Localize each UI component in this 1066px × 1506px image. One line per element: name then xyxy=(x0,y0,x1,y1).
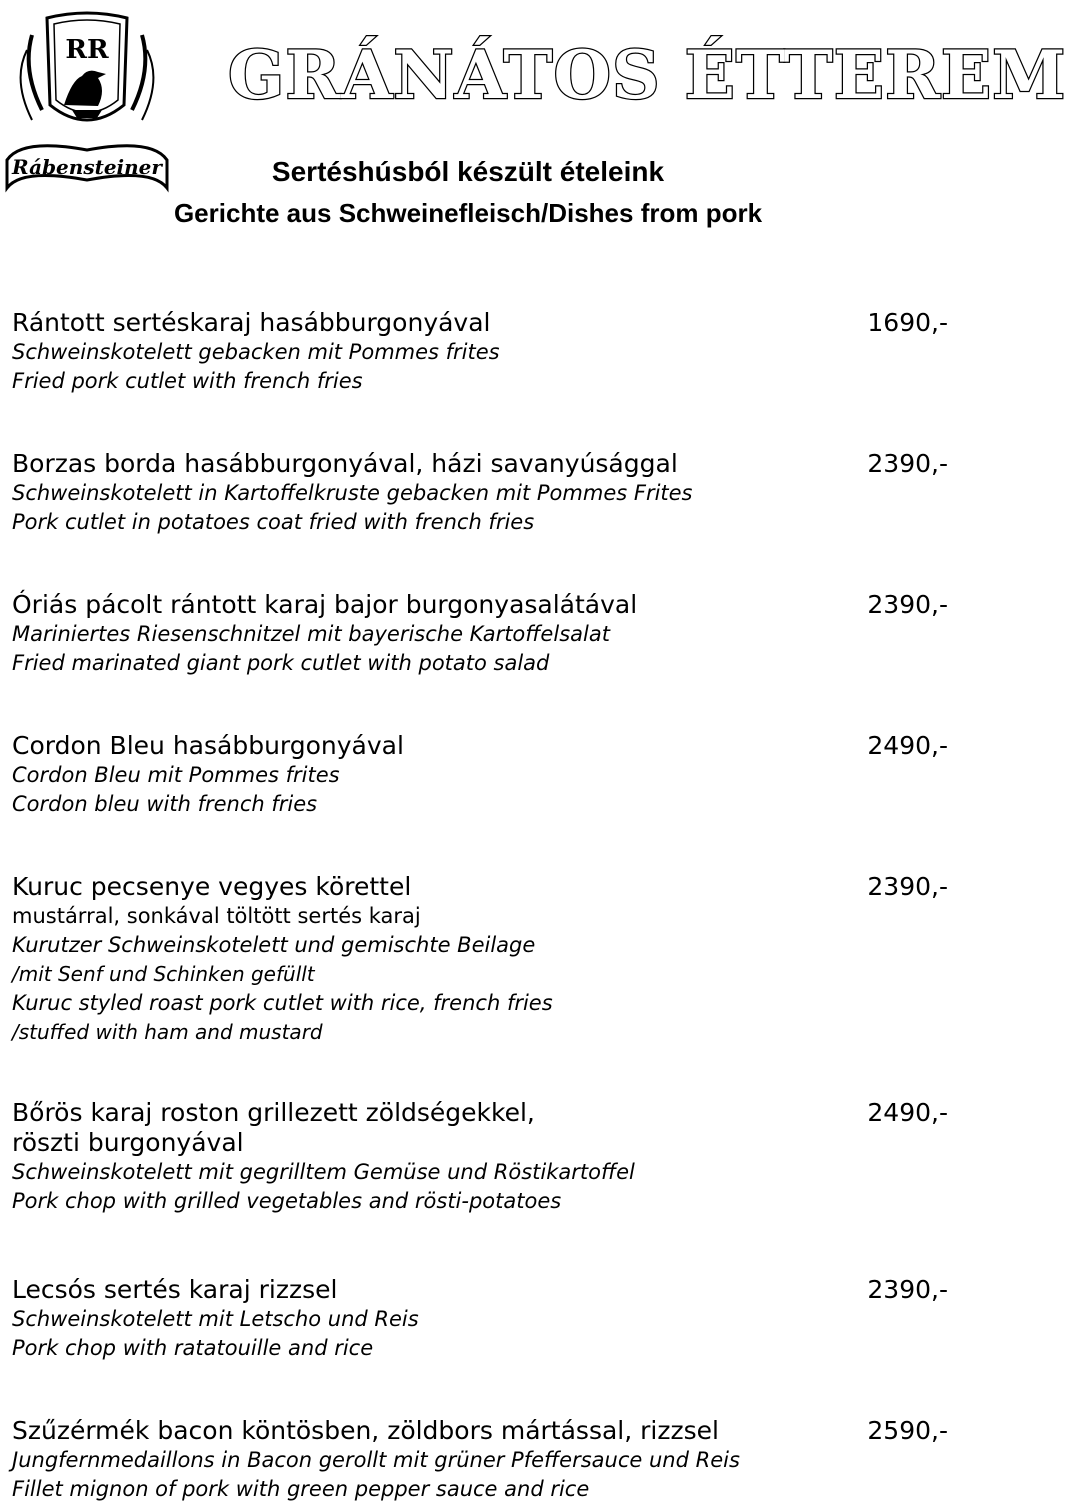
dish-price: 2390,- xyxy=(867,1275,948,1304)
dish-description-en: Cordon bleu with french fries xyxy=(12,792,318,816)
dish-price: 2590,- xyxy=(867,1416,948,1445)
dish-name: Lecsós sertés karaj rizzsel xyxy=(12,1275,338,1304)
dish-description-en: Kuruc styled roast pork cutlet with rice, french fries xyxy=(12,991,553,1015)
dish-description-de: Schweinskotelett in Kartoffelkruste gebacken mit Pommes Frites xyxy=(12,481,693,505)
dish-name: Szűzérmék bacon köntösben, zöldbors mártással, rizzsel xyxy=(12,1416,719,1445)
dish-description-en: Pork cutlet in potatoes coat fried with french fries xyxy=(12,510,535,534)
dish-name-continued: röszti burgonyával xyxy=(12,1128,244,1157)
dish-description-en: Pork chop with ratatouille and rice xyxy=(12,1336,374,1360)
menu-item xyxy=(12,872,952,1047)
section-subtitle: Gerichte aus Schweinefleisch/Dishes from pork xyxy=(173,198,763,228)
dish-price: 2390,- xyxy=(867,872,948,901)
dish-description-en: Fried marinated giant pork cutlet with potato salad xyxy=(12,651,550,675)
menu-item xyxy=(12,1275,952,1363)
menu-item xyxy=(12,731,952,819)
dish-name: Bőrös karaj roston grillezett zöldségekkel, xyxy=(12,1098,535,1127)
logo-text: Rábensteiner xyxy=(12,155,162,179)
menu-item xyxy=(12,1416,952,1504)
menu-item xyxy=(12,449,952,537)
logo-monogram: RR xyxy=(65,35,109,65)
dish-description-de: Schweinskotelett gebacken mit Pommes frites xyxy=(12,340,500,364)
restaurant-title: GRÁNÁTOS ÉTTEREM xyxy=(228,36,1066,114)
dish-description-de: Cordon Bleu mit Pommes frites xyxy=(12,763,340,787)
dish-name: Cordon Bleu hasábburgonyával xyxy=(12,731,404,760)
dish-price: 2490,- xyxy=(867,1098,948,1127)
menu-item xyxy=(12,308,952,396)
dish-description-de: Schweinskotelett mit gegrilltem Gemüse und Röstikartoffel xyxy=(12,1160,635,1184)
dish-price: 2390,- xyxy=(867,449,948,478)
dish-description-en: Fried pork cutlet with french fries xyxy=(12,369,363,393)
dish-description-hu: mustárral, sonkával töltött sertés karaj xyxy=(12,904,421,928)
menu-item xyxy=(12,590,952,678)
section-title: Sertéshúsból készült ételeink xyxy=(271,156,665,187)
dish-note-en: /stuffed with ham and mustard xyxy=(12,1020,323,1044)
dish-name: Kuruc pecsenye vegyes körettel xyxy=(12,872,412,901)
dish-price: 2390,- xyxy=(867,590,948,619)
dish-description-en: Fillet mignon of pork with green pepper sauce and rice xyxy=(12,1477,590,1501)
dish-note-de: /mit Senf und Schinken gefüllt xyxy=(12,962,315,986)
dish-name: Óriás pácolt rántott karaj bajor burgonyasalátával xyxy=(12,590,638,619)
dish-description-en: Pork chop with grilled vegetables and rösti-potatoes xyxy=(12,1189,562,1213)
dish-price: 2490,- xyxy=(867,731,948,760)
dish-name: Borzas borda hasábburgonyával, házi savanyúsággal xyxy=(12,449,678,478)
dish-description-de: Schweinskotelett mit Letscho und Reis xyxy=(12,1307,419,1331)
dish-name: Rántott sertéskaraj hasábburgonyával xyxy=(12,308,491,337)
dish-description-de: Kurutzer Schweinskotelett und gemischte Beilage xyxy=(12,933,536,957)
menu-item xyxy=(12,1098,952,1216)
dish-price: 1690,- xyxy=(867,308,948,337)
dish-description-de: Jungfernmedaillons in Bacon gerollt mit grüner Pfeffersauce und Reis xyxy=(12,1448,740,1472)
dish-description-de: Mariniertes Riesenschnitzel mit bayerische Kartoffelsalat xyxy=(12,622,610,646)
